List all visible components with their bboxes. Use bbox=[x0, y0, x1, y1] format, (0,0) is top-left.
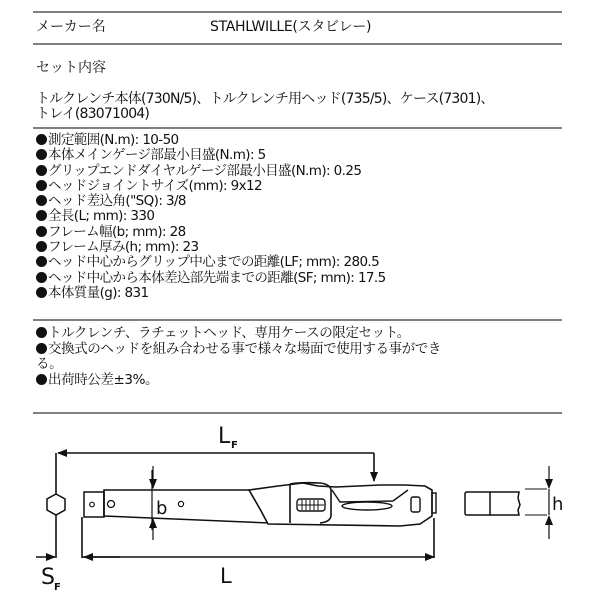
l-label: L bbox=[220, 564, 232, 588]
spec-item: グリップエンドダイヤルゲージ部最小目盛(N.m): 0.25 bbox=[36, 164, 386, 179]
spec-item: フレーム厚み(h; mm): 23 bbox=[36, 240, 386, 255]
spec-item: 測定範囲(N.m): 10-50 bbox=[36, 133, 386, 148]
spec-item: フレーム幅(b; mm): 28 bbox=[36, 225, 386, 240]
set-contents-label: セット内容 bbox=[36, 60, 106, 76]
svg-text:F: F bbox=[231, 440, 238, 451]
spec-item: ヘッド中心から本体差込部先端までの距離(SF; mm): 17.5 bbox=[36, 271, 386, 286]
maker-value: STAHLWILLE(スタビレー) bbox=[210, 19, 372, 35]
head-side-view bbox=[465, 492, 490, 515]
set-contents-line2: トレイ(83071004) bbox=[36, 106, 150, 122]
spec-item: ヘッド差込角("SQ): 3/8 bbox=[36, 194, 386, 209]
b-label: b bbox=[156, 498, 168, 519]
maker-label: メーカー名 bbox=[36, 19, 106, 35]
spec-item: 本体メインゲージ部最小目盛(N.m): 5 bbox=[36, 148, 386, 163]
spec-item: ヘッドジョイントサイズ(mm): 9x12 bbox=[36, 179, 386, 194]
spec-item: 本体質量(g): 831 bbox=[36, 286, 386, 301]
spec-item: ヘッド中心からグリップ中心までの距離(LF; mm): 280.5 bbox=[36, 255, 386, 270]
note-item: 出荷時公差±3%。 bbox=[36, 373, 441, 389]
note-item-continuation: る。 bbox=[36, 356, 63, 372]
note-item: 交換式のヘッドを組み合わせる事で様々な場面で使用する事ができ bbox=[36, 342, 441, 358]
lf-label: L bbox=[218, 424, 231, 449]
wrench-bar bbox=[104, 490, 269, 523]
set-contents-line1: トルクレンチ本体(730N/5)、トルクレンチ用ヘッド(735/5)、ケース(7301)、 bbox=[36, 91, 494, 107]
note-item: トルクレンチ、ラチェットヘッド、専用ケースの限定セット。 bbox=[36, 326, 441, 342]
h-label: h bbox=[552, 494, 564, 515]
sf-label: S bbox=[41, 565, 55, 590]
spec-item: 全長(L; mm): 330 bbox=[36, 209, 386, 224]
hex-head-icon bbox=[47, 494, 65, 515]
wrench-handle bbox=[249, 483, 432, 526]
svg-text:F: F bbox=[54, 582, 61, 593]
